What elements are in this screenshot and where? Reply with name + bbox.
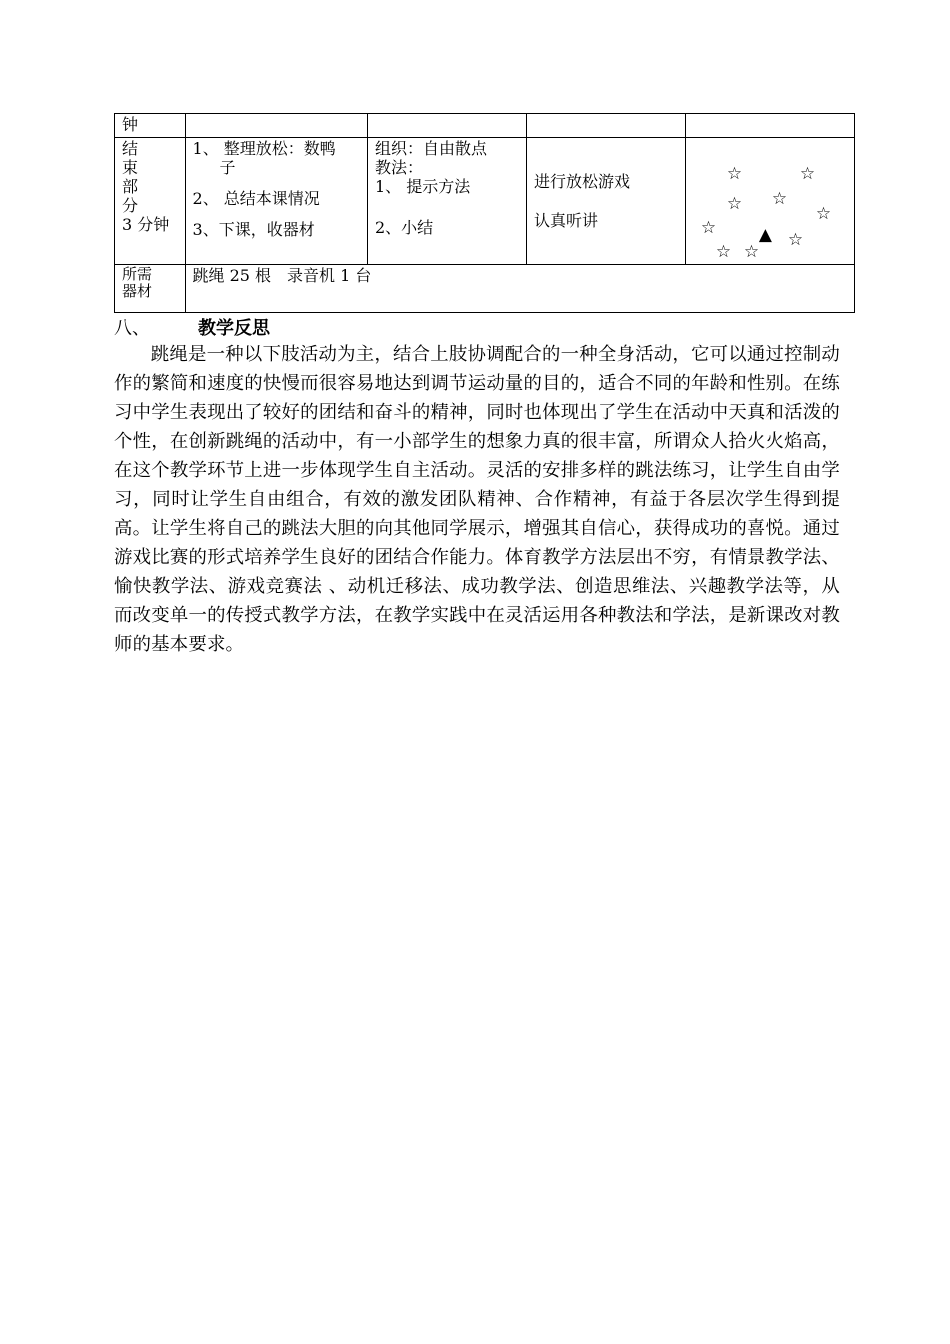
section-title: 教学反思 <box>198 318 270 339</box>
reflection-paragraph: 跳绳是一种以下肢活动为主，结合上肢协调配合的一种全身活动，它可以通过控制动作的繁简和速度的快慢而很容易地达到调节运动量的目的，适合不同的年龄和性别。在练习中学生表现出了较好的团结和奋斗的精神，同时也体现出了学生在活动中天真和活泼的个性，在创新跳绳的活动中，有一小部学生的想象力真的很丰富，所谓众人拾火火焰高，在这个教学环节上进一步体现学生自主活动。灵活的安排多样的跳法练习，让学生自由学习，同时让学生自由组合，有效的激发团队精神、合作精神，有益于各层次学生得到提高。让学生将自己的跳法大胆的向其他同学展示，增强其自信心，获得成功的喜悦。通过游戏比赛的形式培养学生良好的团结合作能力。体育教学方法层出不穷，有情景教学法、愉快教学法、游戏竞赛法 、动机迁移法、成功教学法、创造思维法、兴趣教学法等，从而改变单一的传授式教学方法，在教学实践中在灵活运用各种教法和学法，是新课改对教师的基本要求。 <box>114 344 840 655</box>
ending-part-label-cell: 结 束 部 分 3 分钟 <box>115 138 186 265</box>
student-star-icon: ☆ <box>787 230 804 250</box>
student-star-icon: ☆ <box>743 242 760 262</box>
section-number: 八、 <box>114 318 150 339</box>
student-star-icon: ☆ <box>715 242 732 262</box>
teacher-triangle-icon: ▲ <box>758 225 772 245</box>
lesson-plan-table <box>114 113 855 313</box>
empty-cell <box>685 114 854 138</box>
ending-content-cell: 1、 整理放松：数鸭 子 2、 总结本课情况 3、下课，收器材 <box>185 138 367 265</box>
time-label-cell: 钟 <box>115 114 186 138</box>
table-row-ending-part <box>115 138 855 265</box>
ending-organization-cell: 组织：自由散点 教法： 1、 提示方法 2、小结 <box>367 138 526 265</box>
student-star-icon: ☆ <box>726 164 743 184</box>
equipment-label-cell: 所需 器材 <box>115 265 186 313</box>
student-star-icon: ☆ <box>815 204 832 224</box>
equipment-value-cell: 跳绳 25 根 录音机 1 台 <box>185 265 854 313</box>
empty-cell <box>367 114 526 138</box>
table-row <box>115 114 855 138</box>
table-row-equipment <box>115 265 855 313</box>
section-heading <box>114 314 270 340</box>
ending-student-activity-cell: 进行放松游戏 认真听讲 <box>526 138 685 265</box>
student-star-icon: ☆ <box>726 194 743 214</box>
formation-diagram-cell <box>685 138 854 265</box>
student-star-icon: ☆ <box>799 164 816 184</box>
student-star-icon: ☆ <box>700 218 717 238</box>
empty-cell <box>526 114 685 138</box>
student-star-icon: ☆ <box>771 189 788 209</box>
empty-cell <box>185 114 367 138</box>
